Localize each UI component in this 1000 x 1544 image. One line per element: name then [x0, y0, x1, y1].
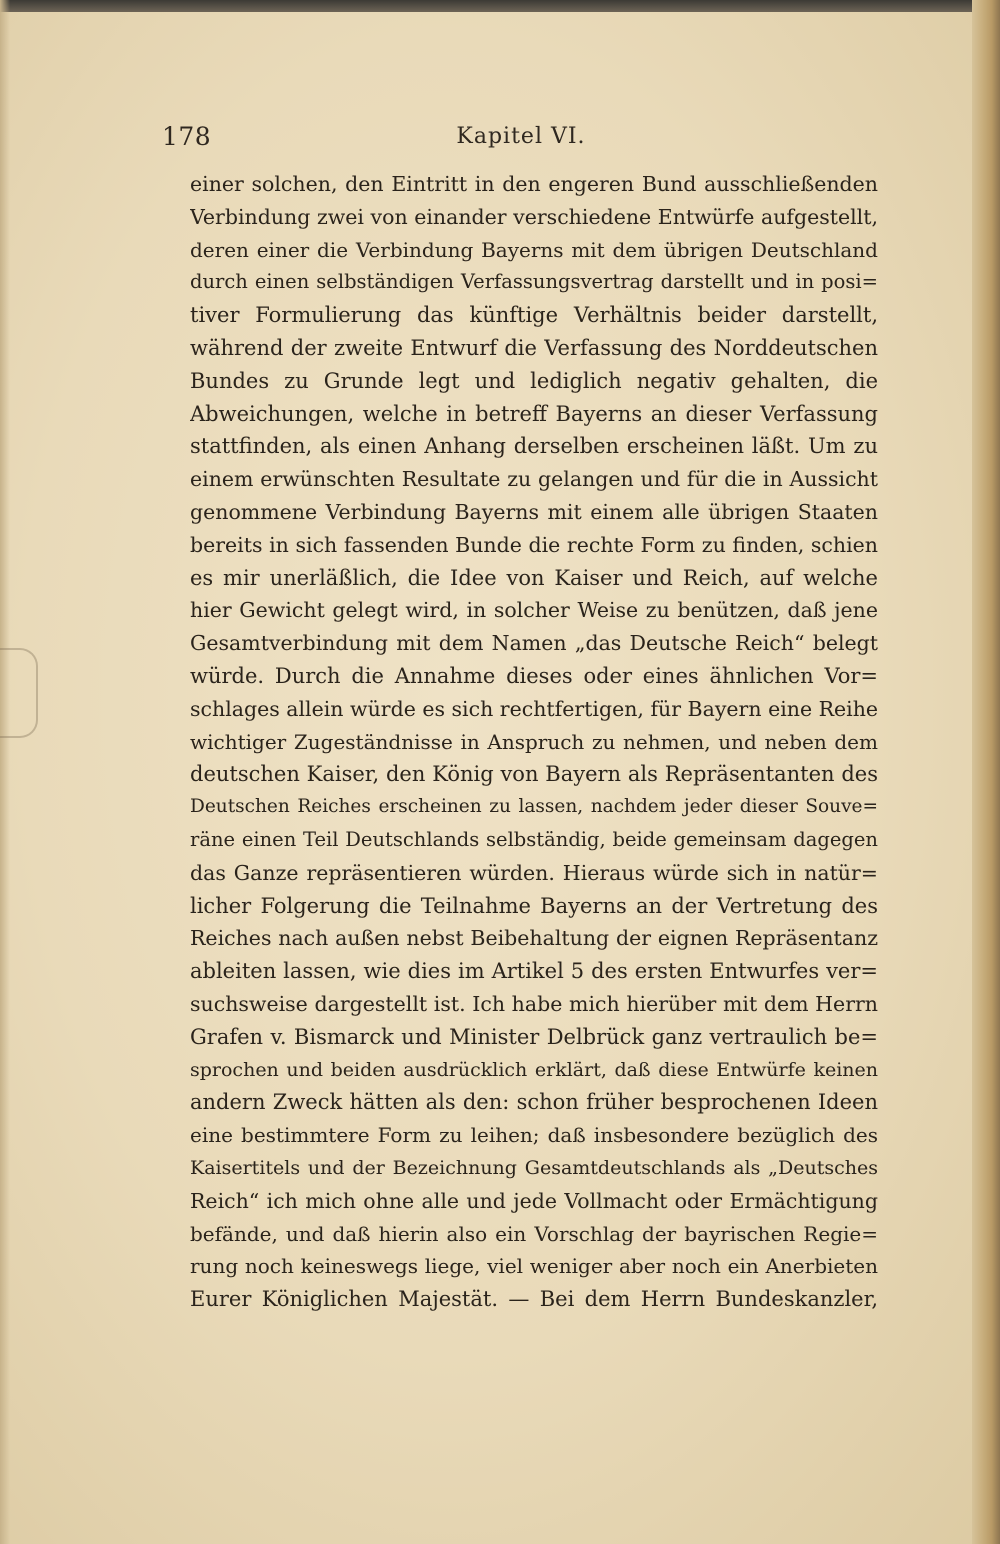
- text-line: ableiten lassen, wie dies im Artikel 5 des ersten Entwurfes ver=: [190, 959, 878, 984]
- text-line: Deutschen Reiches erscheinen zu lassen, nachdem jeder dieser Souve=: [190, 796, 878, 818]
- text-line: Kaisertitels und der Bezeichnung Gesamtdeutschlands als „Deutsches: [190, 1156, 878, 1179]
- text-line: licher Folgerung die Teilnahme Bayerns an der Vertretung des: [190, 893, 878, 918]
- text-line: Grafen v. Bismarck und Minister Delbrück ganz vertraulich be=: [190, 1024, 878, 1049]
- text-line: genommene Verbindung Bayerns mit einem alle übrigen Staaten: [190, 499, 878, 524]
- text-line: sprochen und beiden ausdrücklich erklärt, daß diese Entwürfe keinen: [190, 1058, 878, 1081]
- text-line: suchsweise dargestellt ist. Ich habe mich hierüber mit dem Herrn: [190, 991, 878, 1016]
- clip-impression: [0, 648, 38, 738]
- text-line: andern Zweck hätten als den: schon früher besprochenen Ideen: [190, 1090, 878, 1115]
- text-line: einem erwünschten Resultate zu gelangen und für die in Aussicht: [190, 467, 878, 492]
- text-line: einer solchen, den Eintritt in den engeren Bund ausschließenden: [190, 172, 878, 196]
- text-line: räne einen Teil Deutschlands selbständig, beide gemeinsam dagegen: [190, 827, 878, 851]
- text-line: durch einen selbständigen Verfassungsvertrag darstellt und in posi=: [190, 270, 878, 294]
- text-line: Abweichungen, welche in betreff Bayerns an dieser Verfassung: [190, 401, 878, 426]
- gutter-shadow: [0, 0, 10, 1544]
- text-line: rung noch keineswegs liege, viel weniger aber noch ein Anerbieten: [190, 1254, 878, 1279]
- page-top-edge: [0, 0, 1000, 12]
- text-line: Gesamtverbindung mit dem Namen „das Deutsche Reich“ belegt: [190, 631, 878, 656]
- text-line: schlages allein würde es sich rechtfertigen, für Bayern eine Reihe: [190, 696, 878, 721]
- text-line: würde. Durch die Annahme dieses oder eines ähnlichen Vor=: [190, 663, 878, 688]
- text-line: tiver Formulierung das künftige Verhältnis beider darstellt,: [190, 303, 878, 328]
- body-text: [190, 168, 878, 1316]
- running-head: Kapitel VI.: [456, 124, 586, 149]
- text-line: Bundes zu Grunde legt und lediglich negativ gehalten, die: [190, 368, 878, 393]
- text-line: Reich“ ich mich ohne alle und jede Vollmacht oder Ermächtigung: [190, 1188, 878, 1213]
- text-line: befände, und daß hierin also ein Vorschlag der bayrischen Regie=: [190, 1221, 878, 1246]
- text-line: das Ganze repräsentieren würden. Hieraus würde sich in natür=: [190, 860, 878, 885]
- text-line: es mir unerläßlich, die Idee von Kaiser und Reich, auf welche: [190, 565, 878, 590]
- text-line: Reiches nach außen nebst Beibehaltung der eignen Repräsentanz: [190, 926, 878, 951]
- page-number: 178: [162, 122, 212, 151]
- page-header: [162, 118, 880, 158]
- text-line: Eurer Königlichen Majestät. — Bei dem Herrn Bundeskanzler,: [190, 1287, 878, 1312]
- text-line: wichtiger Zugeständnisse in Anspruch zu nehmen, und neben dem: [190, 729, 878, 754]
- text-line: eine bestimmtere Form zu leihen; daß insbesondere bezüglich des: [190, 1123, 878, 1148]
- text-line: deutschen Kaiser, den König von Bayern als Repräsentanten des: [190, 762, 878, 787]
- text-line: hier Gewicht gelegt wird, in solcher Weise zu benützen, daß jene: [190, 598, 878, 623]
- page-fore-edge: [972, 0, 1000, 1544]
- text-line: bereits in sich fassenden Bunde die rechte Form zu finden, schien: [190, 532, 878, 557]
- text-line: stattfinden, als einen Anhang derselben erscheinen läßt. Um zu: [190, 434, 878, 459]
- text-line: während der zweite Entwurf die Verfassung des Norddeutschen: [190, 335, 878, 360]
- text-line: deren einer die Verbindung Bayerns mit dem übrigen Deutschland: [190, 237, 878, 262]
- text-line: Verbindung zwei von einander verschiedene Entwürfe aufgestellt,: [190, 204, 878, 229]
